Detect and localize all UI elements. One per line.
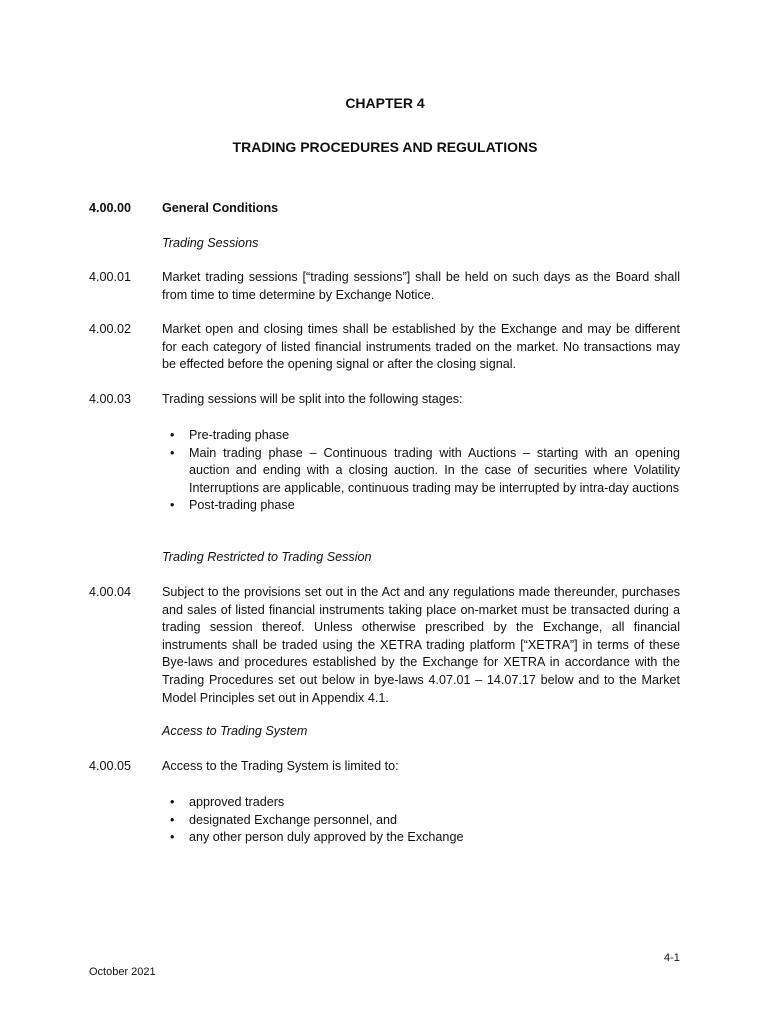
list-item: • any other person duly approved by the Exchange [162, 829, 680, 847]
section-text: Market open and closing times shall be established by the Exchange and may be different for each category of listed financial instruments traded on the market. No transactions may be effected before the opening signal or after the closing signal. [162, 322, 680, 372]
subheading-trading-restricted: Trading Restricted to Trading Session [162, 550, 372, 564]
subheading-access: Access to Trading System [162, 724, 308, 738]
list-item: • Post-trading phase [162, 497, 680, 515]
section-number: 4.00.00 [89, 201, 132, 215]
section-text: Subject to the provisions set out in the Act and any regulations made thereunder, purchases and sales of listed financial instruments taking place on-market must be transacted during a trading session thereof. Unless otherwise prescribed by the Exchange, all financial instruments shall be traded using the XETRA trading platform [“XETRA”] in terms of these Bye-laws and procedures established by the Exchange for XETRA in accordance with the Trading Procedures set out below in bye-laws 4.07.01 – 14.07.17 below and to the Market Model Principles set out in Appendix 4.1. [162, 585, 680, 705]
section-title: General Conditions [162, 201, 279, 215]
subheading-trading-sessions: Trading Sessions [162, 236, 259, 250]
section-number: 4.00.02 [89, 322, 132, 336]
stages-list [162, 427, 680, 515]
page-number: 4-1 [664, 952, 680, 964]
chapter-title: CHAPTER 4 [345, 95, 425, 111]
section-text: Trading sessions will be split into the following stages: [162, 392, 463, 406]
section-text: Access to the Trading System is limited to: [162, 759, 399, 773]
section-text: Market trading sessions [“trading sessions”] shall be held on such days as the Board shall from time to time determine by Exchange Notice. [162, 270, 680, 302]
list-item: • designated Exchange personnel, and [162, 812, 680, 830]
access-list [162, 794, 680, 847]
section-number: 4.00.04 [89, 585, 132, 599]
list-item: • Pre-trading phase [162, 427, 680, 445]
section-number: 4.00.03 [89, 392, 132, 406]
section-number: 4.00.05 [89, 759, 132, 773]
chapter-subtitle: TRADING PROCEDURES AND REGULATIONS [232, 139, 538, 155]
list-item: • Main trading phase – Continuous trading with Auctions – starting with an opening auction and ending with a closing auction. In the case of securities where Volatility Interruptions are applicable, continuous trading may be interrupted by intra-day auctions [162, 445, 680, 498]
section-number: 4.00.01 [89, 270, 132, 284]
footer-date: October 2021 [89, 966, 156, 978]
list-item: • approved traders [162, 794, 680, 812]
